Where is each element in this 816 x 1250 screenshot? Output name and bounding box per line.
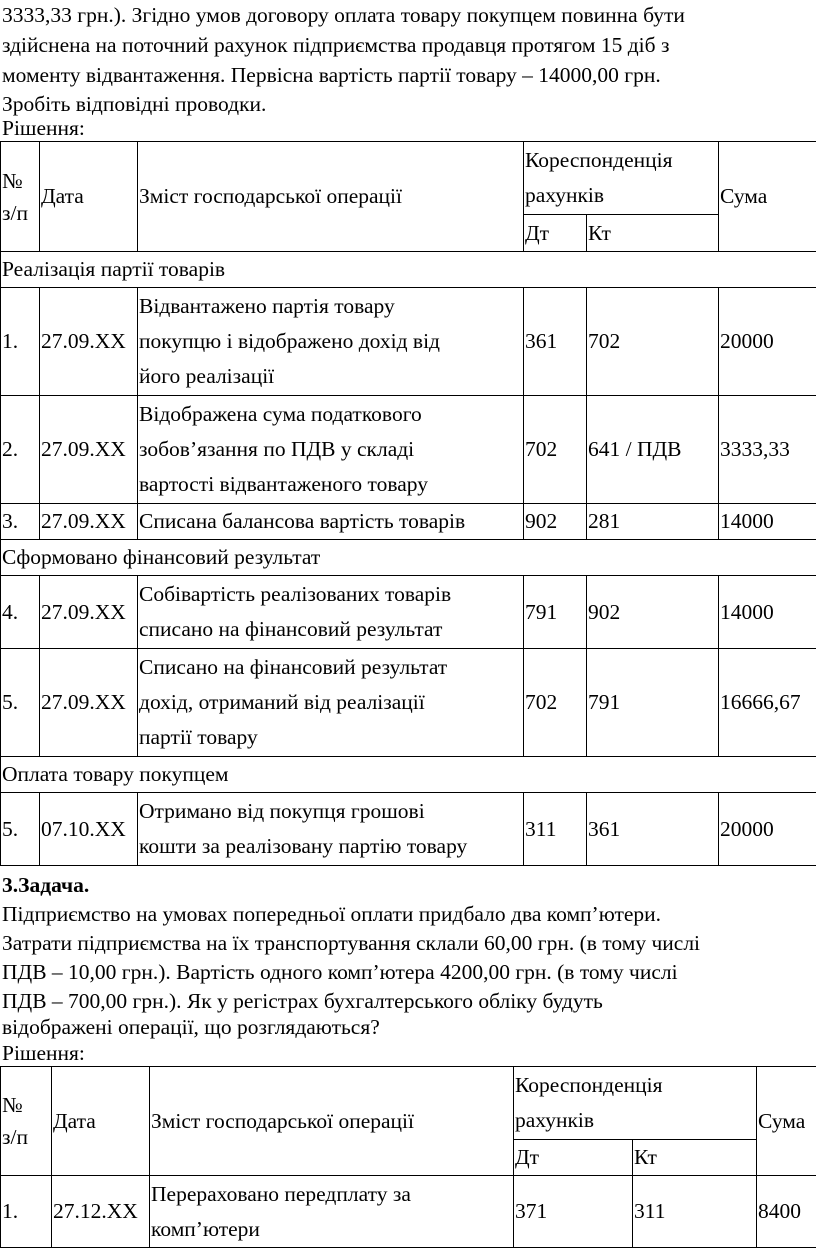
row-content-line: комп’ютери xyxy=(151,1216,260,1241)
row-content-line: Перераховано передплату за xyxy=(151,1181,411,1206)
header-dt: Дт xyxy=(514,1140,633,1176)
table-header-row xyxy=(1,142,816,215)
intro-line-2: здійснена на поточний рахунок підприємства продавця протягом 15 діб з xyxy=(2,33,670,57)
row-sum: 20000 xyxy=(719,288,816,396)
row-content xyxy=(138,793,524,866)
header-num xyxy=(1,1067,52,1176)
row-content-line: вартості відвантаженого товару xyxy=(139,472,429,496)
row-content-line: партії товару xyxy=(139,725,258,749)
section-result: Сформовано фінансовий результат xyxy=(1,540,816,576)
row-content-line: Відвантажено партія товару xyxy=(139,294,395,318)
row-content-line: кошти за реалізовану партію товару xyxy=(139,834,468,858)
table-row xyxy=(1,1176,816,1248)
table-row xyxy=(1,576,816,649)
header-content: Зміст господарської операції xyxy=(138,142,524,252)
row-num: 2. xyxy=(1,396,40,504)
table-header-row xyxy=(1,1067,816,1140)
row-kt: 641 / ПДВ xyxy=(587,396,719,504)
row-content-line: Списано на фінансовий результат xyxy=(139,655,448,679)
row-sum: 20000 xyxy=(719,793,816,866)
row-content xyxy=(138,396,524,504)
row-dt: 371 xyxy=(514,1176,633,1248)
row-content-line: покупцю і відображено дохід від xyxy=(139,329,440,353)
task3-title: 3.Задача. xyxy=(2,873,90,897)
row-dt: 311 xyxy=(524,793,587,866)
row-num: 1. xyxy=(1,1176,52,1248)
header-corr-line2: рахунків xyxy=(515,1108,595,1132)
row-content xyxy=(150,1176,514,1248)
table-row xyxy=(1,504,816,540)
row-sum: 8400 xyxy=(757,1176,816,1248)
header-content: Зміст господарської операції xyxy=(150,1067,514,1176)
row-content xyxy=(138,649,524,757)
section-row xyxy=(1,757,816,793)
section-row xyxy=(1,252,816,288)
header-corr-line2: рахунків xyxy=(525,183,605,207)
row-content xyxy=(138,576,524,649)
row-dt: 361 xyxy=(524,288,587,396)
header-kt: Кт xyxy=(633,1140,757,1176)
row-date: 27.12.ХХ xyxy=(52,1176,150,1248)
intro-line-3: моменту відвантаження. Первісна вартість партії товару – 14000,00 грн. xyxy=(2,63,661,87)
row-content-line: дохід, отриманий від реалізації xyxy=(139,690,425,714)
row-content xyxy=(138,288,524,396)
table-row xyxy=(1,649,816,757)
row-dt: 902 xyxy=(524,504,587,540)
row-sum: 16666,67 xyxy=(719,649,816,757)
table-row xyxy=(1,793,816,866)
row-content-line: списано на фінансовий результат xyxy=(139,617,443,641)
task3-line-5: відображені операції, що розглядаються? xyxy=(2,1015,380,1039)
task3-line-2: Затрати підприємства на їх транспортування склали 60,00 грн. (в тому числі xyxy=(2,931,701,955)
task3-line-4: ПДВ – 700,00 грн.). Як у регістрах бухгалтерського обліку будуть xyxy=(2,989,603,1013)
row-content-line: його реалізації xyxy=(139,364,275,388)
row-dt: 702 xyxy=(524,649,587,757)
row-date: 27.09.ХХ xyxy=(40,504,138,540)
intro-line-1: 3333,33 грн.). Згідно умов договору оплата товару покупцем повинна бути xyxy=(2,3,685,27)
row-date: 27.09.ХХ xyxy=(40,288,138,396)
row-content-line: Отримано від покупця грошові xyxy=(139,799,425,823)
row-kt: 311 xyxy=(633,1176,757,1248)
section-payment: Оплата товару покупцем xyxy=(1,757,816,793)
solution-label-2: Рішення: xyxy=(2,1041,85,1065)
header-num-label: з/п xyxy=(2,1125,28,1149)
header-date: Дата xyxy=(40,142,138,252)
row-content xyxy=(138,504,524,540)
row-date: 27.09.ХХ xyxy=(40,576,138,649)
row-kt: 791 xyxy=(587,649,719,757)
journal-table-2 xyxy=(0,1066,816,1248)
row-dt: 702 xyxy=(524,396,587,504)
row-num: 3. xyxy=(1,504,40,540)
header-corr-line1: Кореспонденція xyxy=(525,148,673,172)
task3-line-1: Підприємство на умовах попередньої оплати придбало два комп’ютери. xyxy=(2,902,662,926)
header-date: Дата xyxy=(52,1067,150,1176)
header-sum: Сума xyxy=(719,142,816,252)
header-num-label: з/п xyxy=(2,200,28,225)
header-num-symbol: № xyxy=(2,1093,23,1117)
row-kt: 281 xyxy=(587,504,719,540)
row-sum: 14000 xyxy=(719,576,816,649)
row-num: 5. xyxy=(1,649,40,757)
row-num: 5. xyxy=(1,793,40,866)
row-dt: 791 xyxy=(524,576,587,649)
header-num xyxy=(1,142,40,252)
table-row xyxy=(1,288,816,396)
row-sum: 14000 xyxy=(719,504,816,540)
row-content-line: Списана балансова вартість товарів xyxy=(139,509,466,533)
row-content-line: Собівартість реалізованих товарів xyxy=(139,582,452,606)
section-row xyxy=(1,540,816,576)
table-row xyxy=(1,396,816,504)
section-sale: Реалізація партії товарів xyxy=(1,252,816,288)
task3-line-3: ПДВ – 10,00 грн.). Вартість одного комп’ютера 4200,00 грн. (в тому числі xyxy=(2,960,678,984)
row-sum: 3333,33 xyxy=(719,396,816,504)
header-dt: Дт xyxy=(524,215,587,252)
row-kt: 902 xyxy=(587,576,719,649)
intro-line-4: Зробіть відповідні проводки. xyxy=(2,92,267,116)
header-correspondence xyxy=(524,142,719,215)
header-sum: Сума xyxy=(757,1067,816,1176)
row-num: 1. xyxy=(1,288,40,396)
row-content-line: зобов’язання по ПДВ у складі xyxy=(139,437,415,461)
header-correspondence xyxy=(514,1067,757,1140)
row-kt: 361 xyxy=(587,793,719,866)
row-content-line: Відображена сума податкового xyxy=(139,402,422,426)
header-num-symbol: № xyxy=(2,168,23,193)
row-date: 27.09.ХХ xyxy=(40,396,138,504)
row-kt: 702 xyxy=(587,288,719,396)
header-kt: Кт xyxy=(587,215,719,252)
row-date: 27.09.ХХ xyxy=(40,649,138,757)
journal-table-1 xyxy=(0,141,816,866)
header-corr-line1: Кореспонденція xyxy=(515,1073,663,1097)
solution-label-1: Рішення: xyxy=(2,116,85,140)
row-num: 4. xyxy=(1,576,40,649)
row-date: 07.10.ХХ xyxy=(40,793,138,866)
